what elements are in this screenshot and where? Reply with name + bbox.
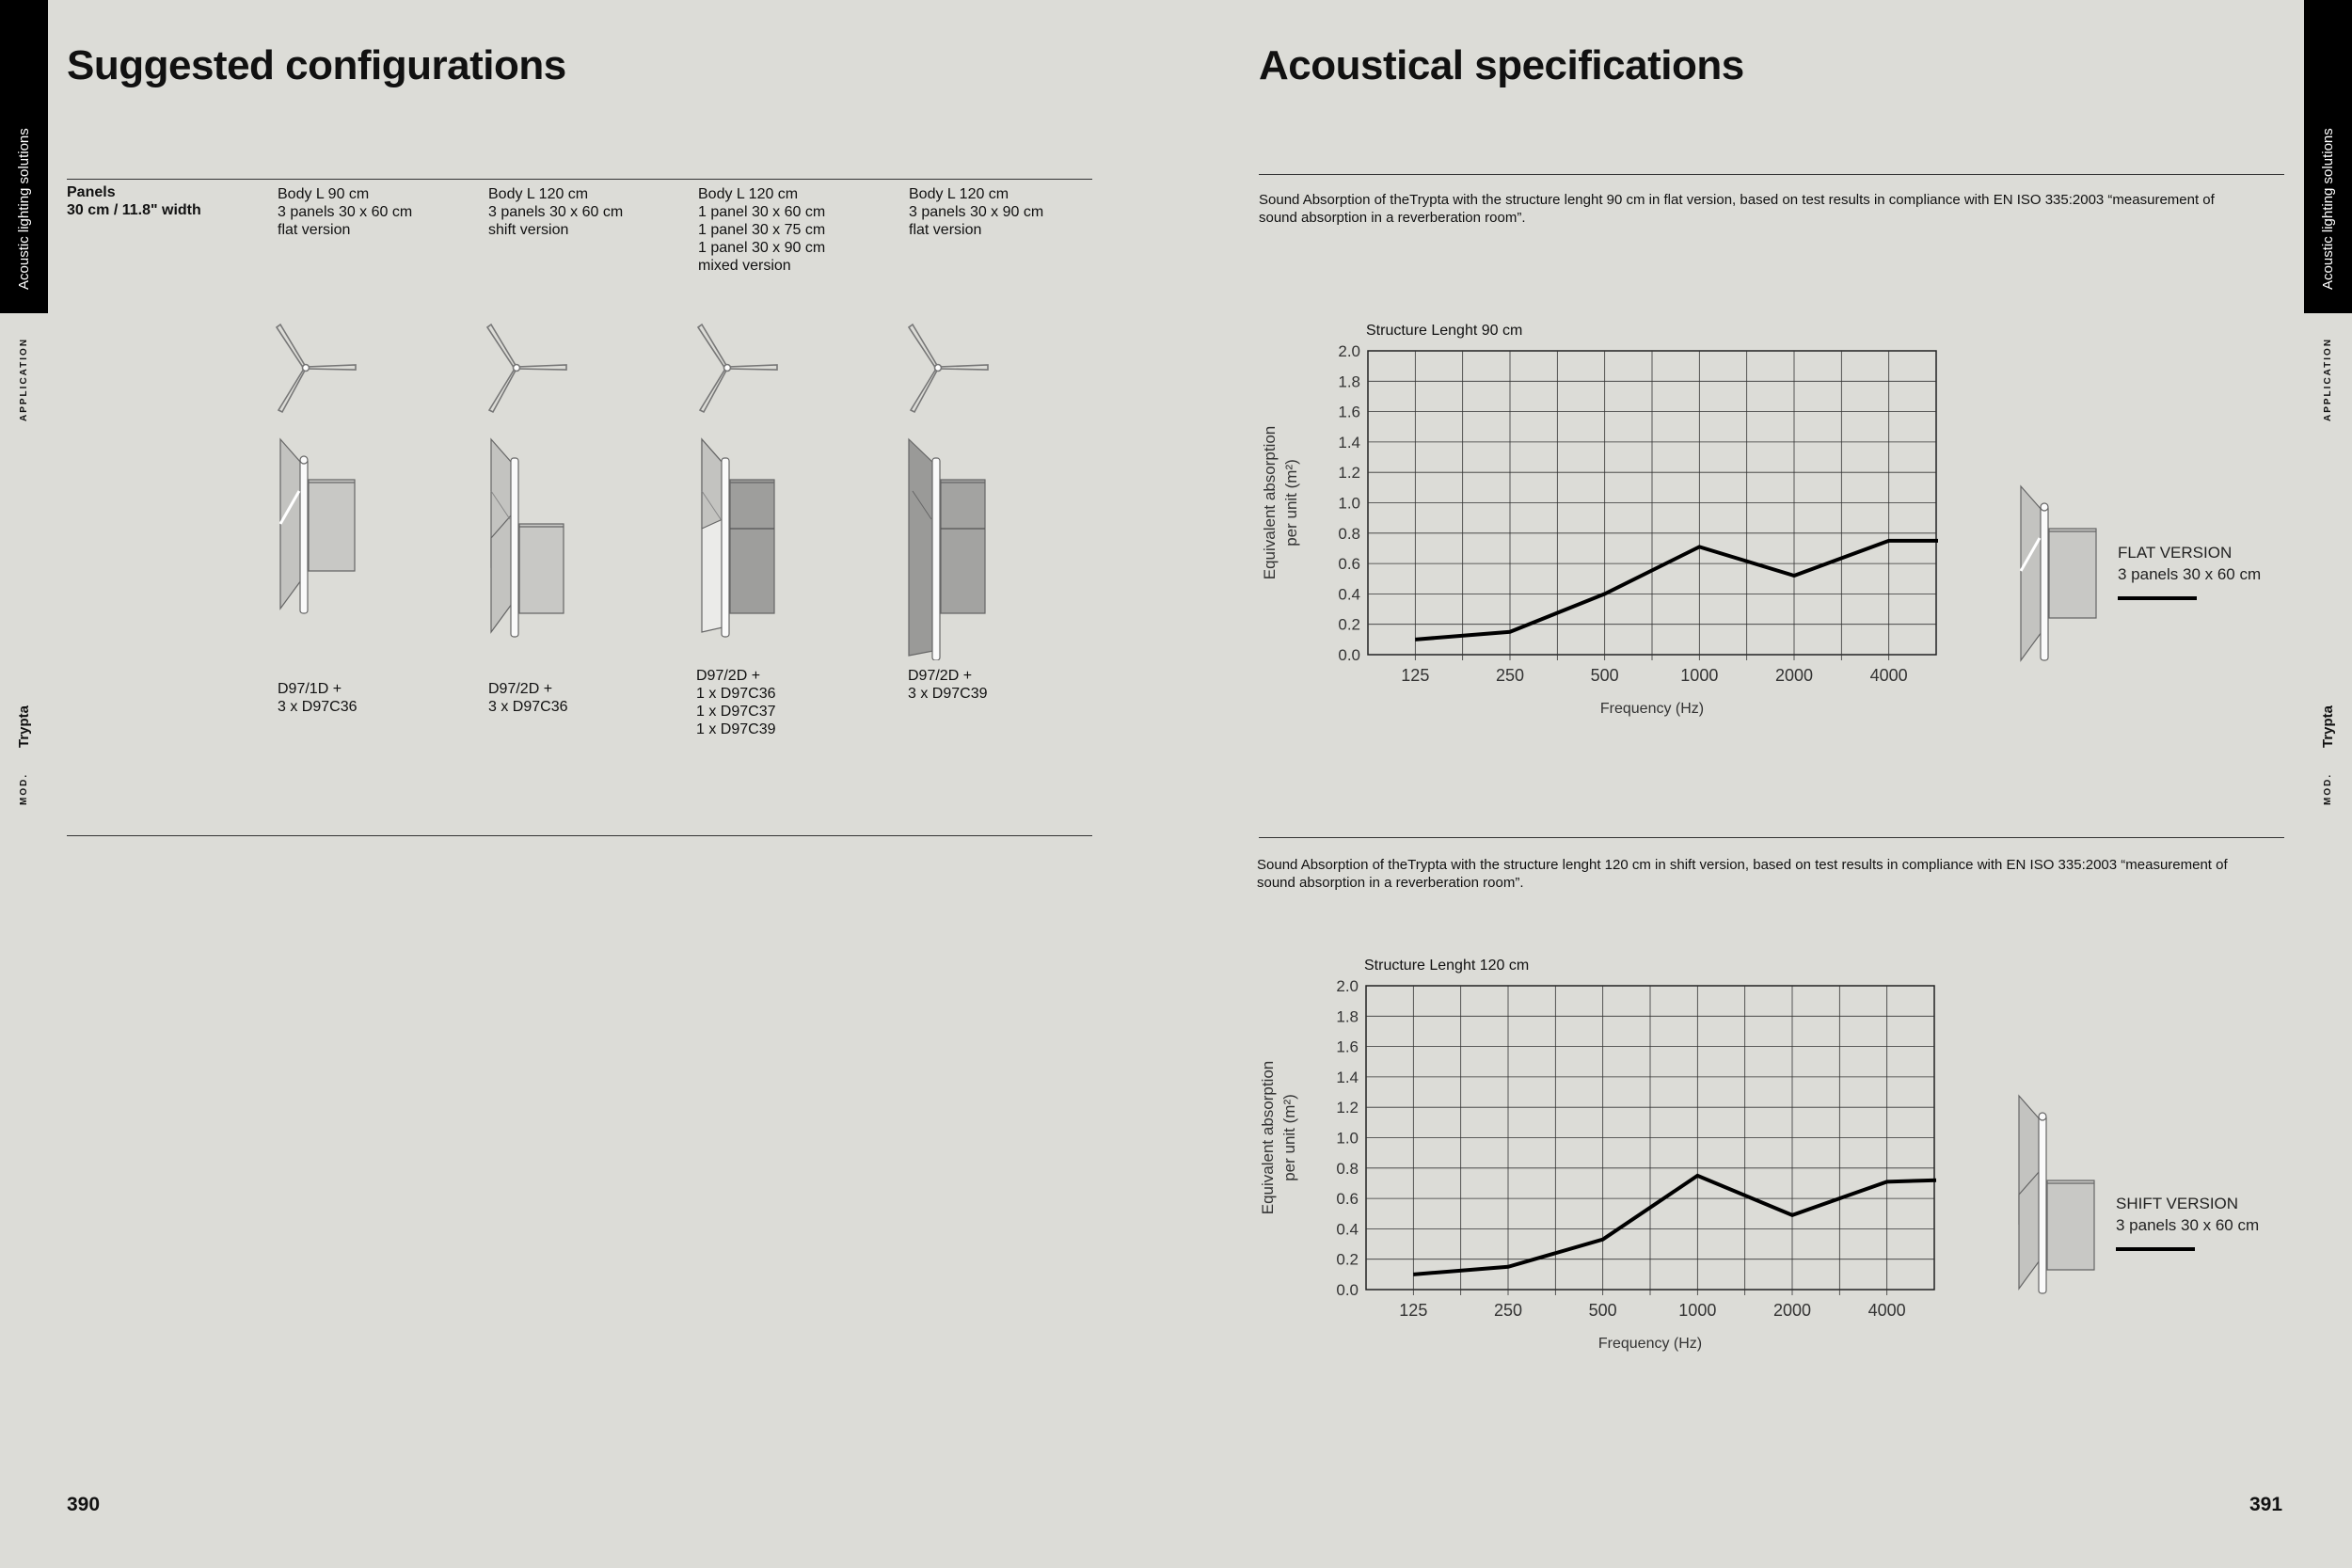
config-1-top-view-icon bbox=[273, 320, 358, 419]
sidebar-mod-label: MOD. bbox=[2323, 772, 2333, 805]
y-tick-label: 2.0 bbox=[1338, 342, 1360, 360]
spec-line: 1 panel 30 x 60 cm bbox=[698, 204, 826, 220]
legend-name: FLAT VERSION bbox=[2118, 544, 2233, 562]
config-3-fixture-icon bbox=[694, 435, 788, 641]
y-axis-label: Equivalent absorption bbox=[1259, 1060, 1277, 1215]
chart-2 bbox=[1249, 945, 1955, 1359]
y-tick-label: 0.6 bbox=[1338, 555, 1360, 574]
chart-title: Structure Lenght 120 cm bbox=[1364, 958, 1530, 974]
flat-version-fixture-icon bbox=[2013, 482, 2107, 665]
legend-desc: 3 panels 30 x 60 cm bbox=[2116, 1216, 2260, 1234]
x-tick-label: 2000 bbox=[1774, 666, 1814, 685]
y-tick-label: 0.0 bbox=[1338, 646, 1360, 664]
bottom-divider bbox=[67, 835, 1092, 836]
x-tick-label: 250 bbox=[1495, 666, 1525, 685]
config-4-top-view-icon bbox=[905, 320, 990, 419]
code-line: 3 x D97C36 bbox=[278, 699, 358, 715]
x-tick-label: 500 bbox=[1588, 1301, 1617, 1320]
code-line: D97/1D + bbox=[278, 681, 342, 697]
y-tick-label: 0.8 bbox=[1336, 1159, 1359, 1178]
config-2-fixture-icon bbox=[484, 435, 578, 641]
chart-2-legend bbox=[2116, 1193, 2259, 1251]
config-4-spec bbox=[909, 185, 1043, 239]
x-tick-label: 4000 bbox=[1867, 1301, 1906, 1320]
legend-line bbox=[2118, 596, 2197, 600]
y-axis-label: per unit (m²) bbox=[1280, 1094, 1298, 1181]
spec-line: 1 panel 30 x 75 cm bbox=[698, 222, 826, 238]
code-line: D97/2D + bbox=[908, 668, 973, 684]
x-tick-label: 4000 bbox=[1869, 666, 1908, 685]
y-tick-label: 0.4 bbox=[1338, 585, 1360, 604]
config-4-codes bbox=[908, 667, 988, 703]
sidebar-mod-label: MOD. bbox=[19, 772, 29, 805]
sidebar-category: Acoustic lighting solutions bbox=[16, 128, 32, 290]
x-axis-label: Frequency (Hz) bbox=[1597, 1336, 1703, 1352]
y-tick-label: 1.6 bbox=[1338, 403, 1360, 421]
y-tick-label: 1.4 bbox=[1338, 433, 1360, 451]
config-2-spec bbox=[488, 185, 623, 239]
y-tick-label: 1.8 bbox=[1336, 1007, 1359, 1026]
right-sidebar bbox=[2304, 0, 2352, 1568]
x-tick-label: 125 bbox=[1401, 666, 1430, 685]
x-tick-label: 250 bbox=[1493, 1301, 1523, 1320]
config-2-top-view-icon bbox=[484, 320, 568, 419]
spec-line: 3 panels 30 x 60 cm bbox=[488, 204, 624, 220]
sidebar-category: Acoustic lighting solutions bbox=[2320, 128, 2336, 290]
spec-line: Body L 120 cm bbox=[488, 186, 589, 202]
config-4-fixture-icon bbox=[905, 435, 999, 660]
legend-line bbox=[2116, 1247, 2195, 1251]
chart-1-legend bbox=[2118, 542, 2261, 600]
x-tick-label: 1000 bbox=[1680, 666, 1719, 685]
spec-line: 3 panels 30 x 90 cm bbox=[909, 204, 1044, 220]
code-line: 1 x D97C39 bbox=[696, 721, 776, 737]
spec-line: Body L 120 cm bbox=[698, 186, 799, 202]
series-line bbox=[1415, 541, 1938, 640]
code-line: 3 x D97C39 bbox=[908, 686, 988, 702]
spec-line: flat version bbox=[909, 222, 982, 238]
chart-2-note: Sound Absorption of theTrypta with the structure lenght 120 cm in shift version, based on test results in compliance with EN ISO 335:2003 “measurement of sound absorption in a reverberation room”. bbox=[1257, 857, 2228, 891]
y-tick-label: 1.2 bbox=[1338, 464, 1360, 483]
y-axis-label: Equivalent absorption bbox=[1261, 425, 1279, 580]
spec-line: 1 panel 30 x 90 cm bbox=[698, 240, 826, 256]
y-tick-label: 1.6 bbox=[1336, 1037, 1359, 1056]
y-tick-label: 1.0 bbox=[1336, 1129, 1359, 1148]
spec-line: mixed version bbox=[698, 258, 791, 274]
spec-line: Body L 90 cm bbox=[278, 186, 370, 202]
page-title: Acoustical specifications bbox=[1259, 42, 1744, 88]
series-line bbox=[1413, 1176, 1936, 1275]
code-line: 1 x D97C37 bbox=[696, 704, 776, 720]
y-tick-label: 2.0 bbox=[1336, 977, 1359, 995]
sidebar-section: APPLICATION bbox=[19, 337, 29, 421]
chart-1-note: Sound Absorption of theTrypta with the structure lenght 90 cm in flat version, based on test results in compliance with EN ISO 335:2003 “measurement of sound absorption in a reverberation room”. bbox=[1259, 192, 2215, 226]
spec-line: 3 panels 30 x 60 cm bbox=[278, 204, 413, 220]
config-1-fixture-icon bbox=[273, 435, 367, 618]
chart-1 bbox=[1251, 310, 1957, 724]
middle-divider bbox=[1259, 837, 2284, 838]
y-tick-label: 0.8 bbox=[1338, 524, 1360, 543]
config-3-spec bbox=[698, 185, 825, 275]
config-2-codes bbox=[488, 680, 568, 716]
y-tick-label: 1.8 bbox=[1338, 372, 1360, 391]
y-tick-label: 0.2 bbox=[1336, 1250, 1359, 1269]
sidebar-mod-name: Trypta bbox=[2320, 705, 2336, 748]
shift-version-fixture-icon bbox=[2011, 1091, 2106, 1298]
y-tick-label: 1.4 bbox=[1336, 1068, 1359, 1086]
sidebar-mod-name: Trypta bbox=[16, 705, 32, 748]
config-1-spec bbox=[278, 185, 412, 239]
x-tick-label: 125 bbox=[1399, 1301, 1428, 1320]
code-line: 1 x D97C36 bbox=[696, 686, 776, 702]
config-3-codes bbox=[696, 667, 776, 738]
left-sidebar bbox=[0, 0, 48, 1568]
chart-title: Structure Lenght 90 cm bbox=[1366, 323, 1523, 339]
y-tick-label: 0.0 bbox=[1336, 1281, 1359, 1299]
y-tick-label: 1.2 bbox=[1336, 1099, 1359, 1117]
code-line: D97/2D + bbox=[696, 668, 761, 684]
page-title: Suggested configurations bbox=[67, 42, 566, 88]
spec-line: Body L 120 cm bbox=[909, 186, 1009, 202]
page-number: 391 bbox=[2249, 1494, 2283, 1515]
x-axis-label: Frequency (Hz) bbox=[1599, 701, 1705, 717]
legend-desc: 3 panels 30 x 60 cm bbox=[2118, 565, 2262, 583]
panels-width: 30 cm / 11.8" width bbox=[67, 202, 201, 218]
page-number: 390 bbox=[67, 1494, 101, 1515]
spec-line: shift version bbox=[488, 222, 569, 238]
code-line: D97/2D + bbox=[488, 681, 553, 697]
top-divider bbox=[1259, 174, 2284, 175]
config-1-codes bbox=[278, 680, 358, 716]
top-divider bbox=[67, 179, 1092, 180]
y-tick-label: 0.6 bbox=[1336, 1190, 1359, 1209]
code-line: 3 x D97C36 bbox=[488, 699, 568, 715]
sidebar-section: APPLICATION bbox=[2323, 337, 2333, 421]
legend-name: SHIFT VERSION bbox=[2116, 1195, 2239, 1212]
y-axis-label: per unit (m²) bbox=[1282, 459, 1300, 546]
spec-line: flat version bbox=[278, 222, 351, 238]
y-tick-label: 0.4 bbox=[1336, 1220, 1359, 1239]
config-3-top-view-icon bbox=[694, 320, 779, 419]
panels-label: Panels bbox=[67, 184, 116, 200]
x-tick-label: 500 bbox=[1590, 666, 1619, 685]
x-tick-label: 1000 bbox=[1678, 1301, 1717, 1320]
y-tick-label: 1.0 bbox=[1338, 494, 1360, 513]
x-tick-label: 2000 bbox=[1772, 1301, 1812, 1320]
y-tick-label: 0.2 bbox=[1338, 615, 1360, 634]
panels-spec bbox=[67, 183, 201, 219]
